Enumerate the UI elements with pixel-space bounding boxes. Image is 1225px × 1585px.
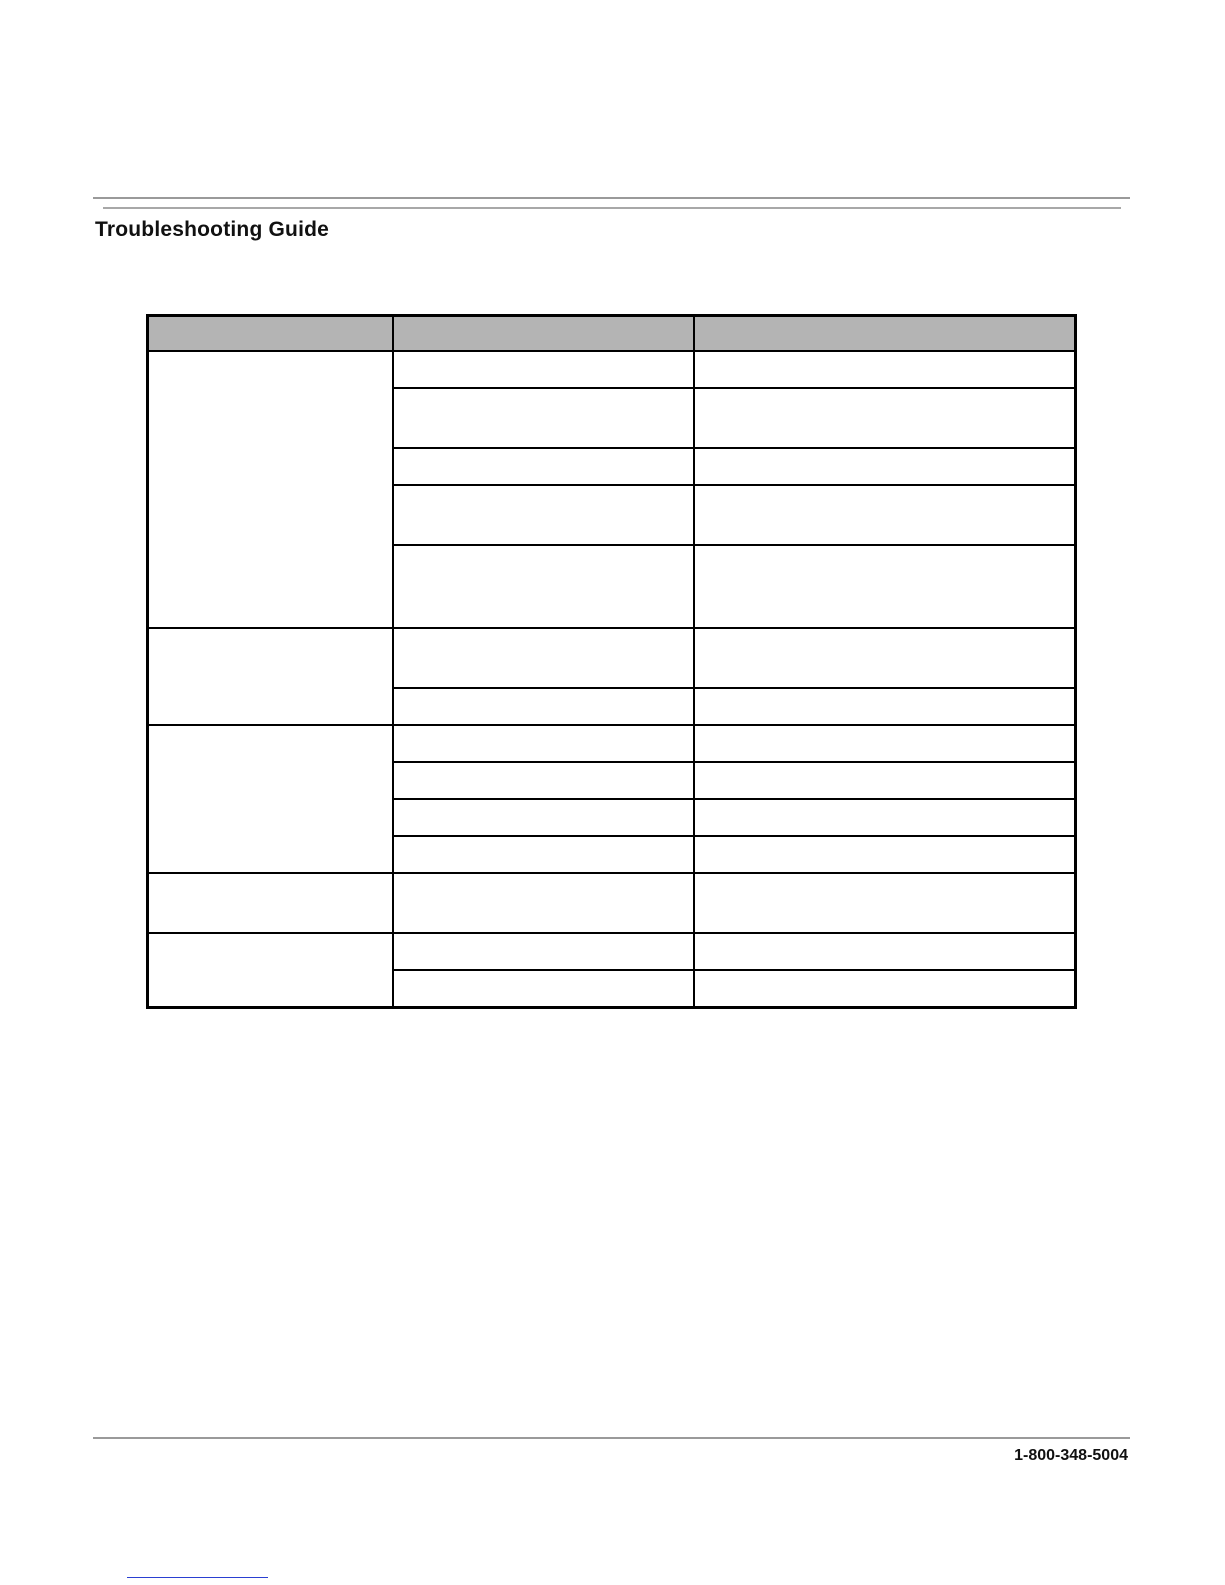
header-rule-top <box>93 197 1130 199</box>
cause-cell <box>393 873 694 933</box>
cause-cell <box>393 762 694 799</box>
problem-cell <box>148 873 393 933</box>
solution-cell <box>694 388 1076 448</box>
solution-cell <box>694 933 1076 970</box>
column-header-solution <box>694 316 1076 352</box>
solution-cell <box>694 628 1076 688</box>
table-header-row <box>148 316 1076 352</box>
problem-cell <box>148 628 393 725</box>
solution-cell <box>694 762 1076 799</box>
link-underline[interactable] <box>127 1577 268 1578</box>
solution-cell <box>694 448 1076 485</box>
cause-cell <box>393 545 694 628</box>
cause-cell <box>393 933 694 970</box>
cause-cell <box>393 799 694 836</box>
table-row <box>148 628 1076 688</box>
problem-cell <box>148 933 393 1008</box>
solution-cell <box>694 725 1076 762</box>
solution-cell <box>694 351 1076 388</box>
cause-cell <box>393 628 694 688</box>
cause-cell <box>393 725 694 762</box>
cause-cell <box>393 688 694 725</box>
table-row <box>148 933 1076 970</box>
footer-phone-number: 1-800-348-5004 <box>1014 1447 1128 1464</box>
solution-cell <box>694 485 1076 545</box>
troubleshooting-table <box>146 314 1077 1009</box>
problem-cell <box>148 351 393 628</box>
cause-cell <box>393 351 694 388</box>
header-rule-bottom <box>103 207 1121 209</box>
problem-cell <box>148 725 393 873</box>
footer-rule <box>93 1437 1130 1439</box>
solution-cell <box>694 970 1076 1008</box>
cause-cell <box>393 388 694 448</box>
page-title: Troubleshooting Guide <box>95 218 330 241</box>
solution-cell <box>694 836 1076 873</box>
column-header-problem <box>148 316 393 352</box>
solution-cell <box>694 873 1076 933</box>
cause-cell <box>393 485 694 545</box>
column-header-cause <box>393 316 694 352</box>
solution-cell <box>694 545 1076 628</box>
cause-cell <box>393 970 694 1008</box>
solution-cell <box>694 799 1076 836</box>
cause-cell <box>393 836 694 873</box>
table-row <box>148 873 1076 933</box>
table-row <box>148 351 1076 388</box>
table-row <box>148 725 1076 762</box>
cause-cell <box>393 448 694 485</box>
solution-cell <box>694 688 1076 725</box>
